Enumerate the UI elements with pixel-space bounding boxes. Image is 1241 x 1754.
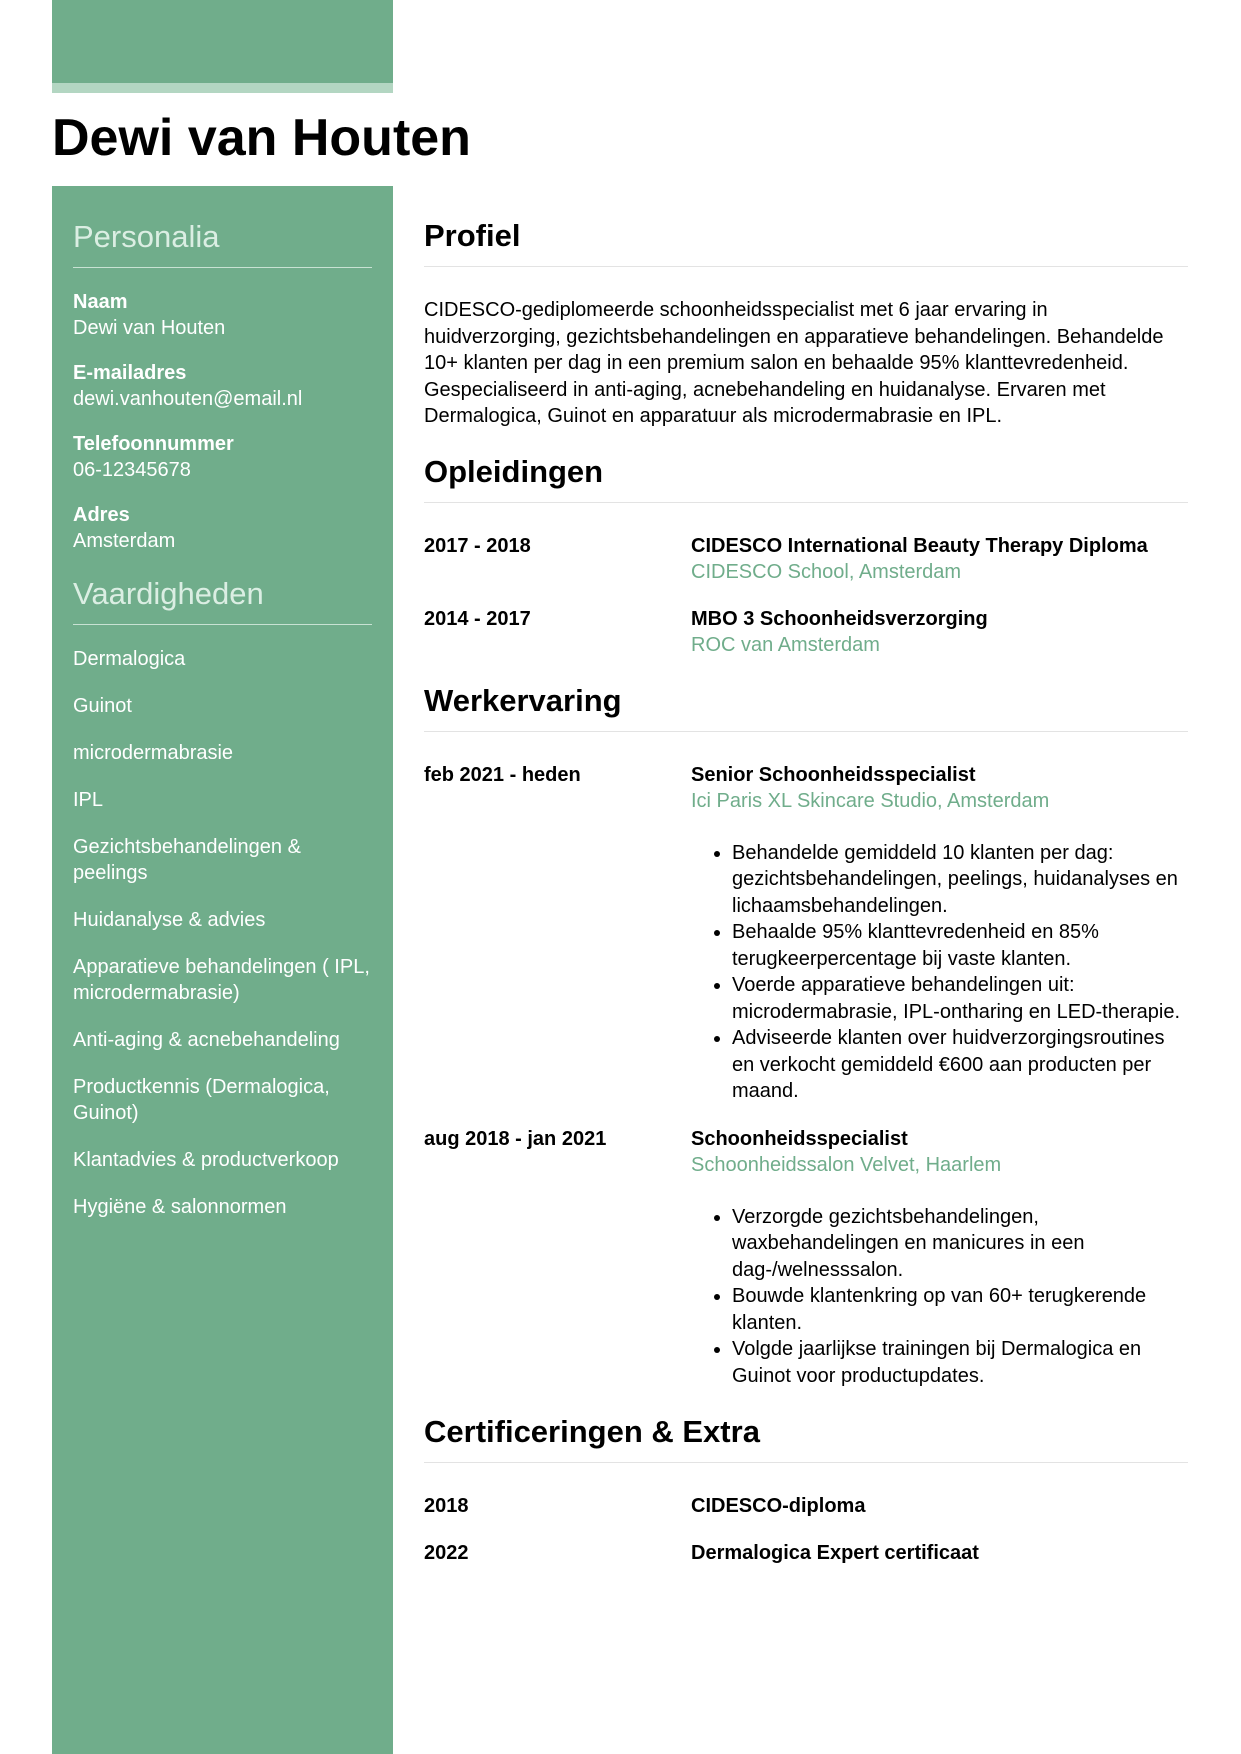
field-label: Telefoonnummer (73, 433, 234, 455)
divider (424, 266, 1188, 267)
certifications-title: Certificeringen & Extra (424, 1414, 760, 1449)
personal-section-title: Personalia (73, 219, 220, 254)
experience-entry (424, 762, 1188, 1105)
divider (424, 1462, 1188, 1463)
field-phone (73, 431, 372, 483)
bullet-item: • Behandelde gemiddeld 10 klanten per dag: gezichtsbehandelingen, peelings, huidanalyses en lichaamsbehandelingen. (732, 840, 1188, 920)
certification-entry (424, 1540, 1188, 1566)
profile-title: Profiel (424, 218, 521, 253)
entry-employer: Ici Paris XL Skincare Studio, Amsterdam (691, 789, 1050, 812)
entry-date: feb 2021 - heden (424, 763, 581, 786)
skill-item: Gezichtsbehandelingen & peelings (73, 836, 301, 884)
main-content (424, 214, 1188, 1587)
divider (73, 267, 372, 268)
entry-date: aug 2018 - jan 2021 (424, 1127, 607, 1150)
candidate-name: Dewi van Houten (52, 109, 471, 167)
profile-text: CIDESCO-gediplomeerde schoonheidsspecialist met 6 jaar ervaring in huidverzorging, gezichtsbehandelingen en apparatieve behandelingen. Behandelde 10+ klanten per dag in een premium salon en behaalde 95% klanttevredenheid. Gespecialiseerd in anti-aging, acnebehandeling en huidanalyse. Ervaren met Dermalogica, Guinot en apparatuur als microdermabrasie en IPL. (424, 299, 1164, 427)
education-entry (424, 533, 1188, 585)
divider (73, 624, 372, 625)
skill-item: IPL (73, 789, 104, 811)
education-entry (424, 606, 1188, 658)
field-label: Adres (73, 504, 130, 526)
bullet-item: • Behaalde 95% klanttevredenheid en 85% terugkeerpercentage bij vaste klanten. (732, 919, 1188, 972)
experience-entry (424, 1126, 1188, 1390)
address-value: Amsterdam (73, 530, 176, 552)
certification-entry (424, 1493, 1188, 1519)
header-accent-strip (52, 83, 393, 93)
header-color-block (52, 0, 393, 83)
bullet-item: • Verzorgde gezichtsbehandelingen, waxbehandelingen en manicures in een dag-/welnesssalon. (732, 1204, 1188, 1284)
phone-value: 06-12345678 (73, 459, 191, 481)
bullet-item: • Adviseerde klanten over huidverzorgingsroutines en verkocht gemiddeld €600 aan producten per maand. (732, 1025, 1188, 1105)
entry-title: Dermalogica Expert certificaat (691, 1542, 979, 1564)
entry-title: Senior Schoonheidsspecialist (691, 763, 976, 786)
divider (424, 502, 1188, 503)
entry-title: Schoonheidsspecialist (691, 1127, 908, 1150)
skill-item: Guinot (73, 695, 132, 717)
divider (424, 731, 1188, 732)
skill-item: Dermalogica (73, 648, 186, 670)
skill-item: Hygiëne & salonnormen (73, 1196, 287, 1218)
education-section (424, 450, 1188, 658)
skill-item: Apparatieve behandelingen ( IPL, microdermabrasie) (73, 956, 370, 1004)
bullet-item: • Voerde apparatieve behandelingen uit: microdermabrasie, IPL-ontharing en LED-therapie. (732, 972, 1188, 1025)
entry-date: 2014 - 2017 (424, 607, 531, 630)
skill-item: Huidanalyse & advies (73, 909, 266, 931)
field-value: Dewi van Houten (73, 317, 226, 339)
bullet-item: • Bouwde klantenkring op van 60+ terugkerende klanten. (732, 1283, 1188, 1336)
entry-employer: Schoonheidssalon Velvet, Haarlem (691, 1153, 1002, 1176)
entry-institution: ROC van Amsterdam (691, 633, 880, 656)
entry-date: 2018 (424, 1495, 469, 1517)
entry-title: CIDESCO International Beauty Therapy Diploma (691, 534, 1148, 557)
profile-section (424, 214, 1188, 430)
email-value: dewi.vanhouten@email.nl (73, 388, 303, 410)
field-email (73, 360, 372, 412)
field-name (73, 289, 372, 341)
skill-item: Klantadvies & productverkoop (73, 1149, 339, 1171)
field-address (73, 502, 372, 554)
entry-title: MBO 3 Schoonheidsverzorging (691, 607, 988, 630)
skill-item: Productkennis (Dermalogica, Guinot) (73, 1076, 330, 1124)
field-label: E-mailadres (73, 362, 187, 384)
bullet-item: • Volgde jaarlijkse trainingen bij Dermalogica en Guinot voor productupdates. (732, 1336, 1188, 1389)
entry-title: CIDESCO-diploma (691, 1495, 866, 1517)
entry-date: 2022 (424, 1542, 469, 1564)
sidebar (52, 186, 393, 1754)
experience-title: Werkervaring (424, 682, 622, 718)
skills-list (73, 646, 372, 1220)
field-label: Naam (73, 291, 128, 313)
entry-date: 2017 - 2018 (424, 534, 531, 557)
skill-item: microdermabrasie (73, 742, 234, 764)
entry-institution: CIDESCO School, Amsterdam (691, 560, 962, 583)
skills-section-title: Vaardigheden (73, 576, 264, 611)
bullet-list (691, 1204, 1188, 1390)
experience-section (424, 679, 1188, 1390)
bullet-list (691, 840, 1188, 1105)
education-title: Opleidingen (424, 453, 604, 489)
skill-item: Anti-aging & acnebehandeling (73, 1029, 340, 1051)
certifications-section (424, 1410, 1188, 1566)
